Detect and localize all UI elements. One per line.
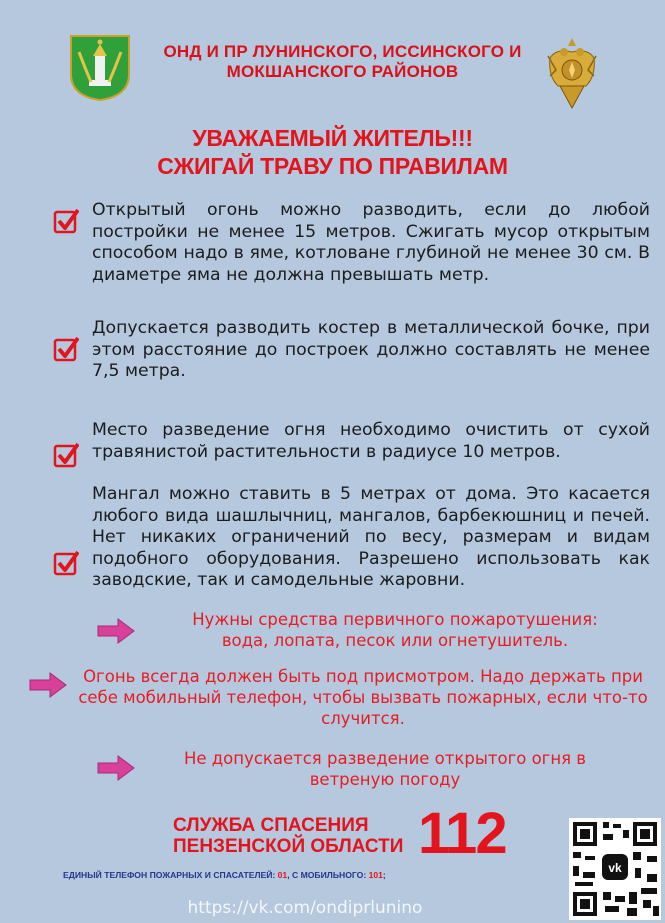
rule-1-text: Открытый огонь можно разводить, если до любой постройки не менее 15 метров. Сжигать мусор открытым способом надо в яме, котловане глубиной не менее 30 см. В диаметре яма не должна превышать метр. bbox=[92, 200, 650, 285]
note-3-line-2: ветреную погоду bbox=[309, 770, 461, 789]
org-line-2: МОКШАНСКОГО РАЙОНОВ bbox=[226, 62, 459, 81]
organization-header bbox=[145, 42, 540, 82]
note-2-line-1: Огонь всегда должен быть под присмотром. Надо держать при bbox=[83, 667, 643, 686]
rule-2-text: Допускается разводить костер в металлической бочке, при этом расстояние до построек должно составлять не менее 7,5 метра. bbox=[92, 318, 650, 381]
note-1 bbox=[150, 609, 640, 651]
org-line-1: ОНД И ПР ЛУНИНСКОГО, ИССИНСКОГО И bbox=[163, 42, 522, 61]
unified-number-1: 01 bbox=[277, 870, 288, 880]
title-line-1: УВАЖАЕМЫЙ ЖИТЕЛЬ!!! bbox=[192, 125, 473, 151]
unified-number-2: 101 bbox=[368, 870, 383, 880]
rescue-service-label bbox=[173, 815, 418, 857]
service-line-2: ПЕНЗЕНСКОЙ ОБЛАСТИ bbox=[173, 836, 404, 857]
coat-of-arms-icon bbox=[69, 34, 131, 102]
arrow-right-icon bbox=[96, 618, 136, 644]
rule-4-text: Мангал можно ставить в 5 метрах от дома. Это касается любого вида шашлычниц, мангалов, барбекюшниц и печей. Нет никаких ограничений по весу, размерам и видам подобного оборудования. Разрешено использовать как заводские, так и самодельные жаровни. bbox=[92, 484, 650, 590]
unified-suffix: ; bbox=[382, 870, 386, 880]
checkmark-icon bbox=[53, 336, 79, 362]
checkmark-icon bbox=[53, 442, 79, 468]
unified-mid: , С МОБИЛЬНОГО: bbox=[287, 870, 367, 880]
page-title bbox=[100, 124, 565, 180]
emercom-emblem-icon bbox=[546, 36, 598, 112]
note-2-line-2: себе мобильный телефон, чтобы вызвать пожарных, если что-то bbox=[78, 688, 648, 707]
arrow-right-icon bbox=[28, 672, 68, 698]
vk-link[interactable]: https://vk.com/ondiprlunino bbox=[187, 898, 423, 918]
emergency-number: 112 bbox=[418, 801, 506, 866]
note-1-line-1: Нужны средства первичного пожаротушения: bbox=[192, 610, 598, 629]
checkmark-icon bbox=[53, 550, 79, 576]
svg-text:vk: vk bbox=[608, 861, 622, 875]
checkmark-icon bbox=[53, 208, 79, 234]
note-1-line-2: вода, лопата, песок или огнетушитель. bbox=[221, 631, 569, 650]
unified-prefix: ЕДИНЫЙ ТЕЛЕФОН ПОЖАРНЫХ И СПАСАТЕЛЕЙ: bbox=[63, 870, 276, 880]
qr-code-icon[interactable] bbox=[569, 818, 661, 920]
rule-3-text: Место разведение огня необходимо очистить от сухой травянистой растительности в радиусе 10 метров. bbox=[92, 420, 650, 462]
note-3-line-1: Не допускается разведение открытого огня в bbox=[183, 749, 587, 768]
unified-phone-line bbox=[63, 870, 386, 880]
title-line-2: СЖИГАЙ ТРАВУ ПО ПРАВИЛАМ bbox=[157, 153, 508, 179]
note-3 bbox=[150, 748, 620, 790]
service-line-1: СЛУЖБА СПАСЕНИЯ bbox=[173, 815, 369, 836]
note-2 bbox=[66, 666, 660, 729]
arrow-right-icon bbox=[96, 755, 136, 781]
note-2-line-3: случится. bbox=[321, 709, 405, 728]
